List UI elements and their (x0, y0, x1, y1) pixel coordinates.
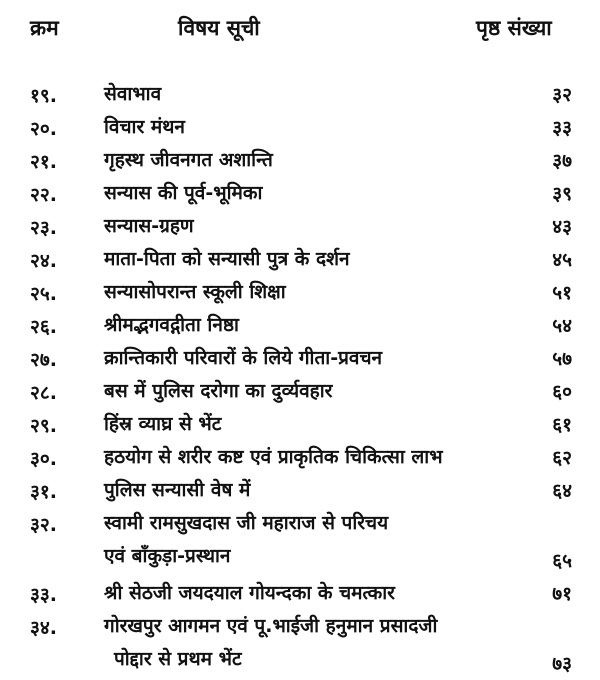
toc-entry-page: ६४ (552, 480, 572, 502)
toc-entry-title-line: एवं बाँकुड़ा-प्रस्थान (104, 545, 231, 567)
toc-entry-number: २६. (30, 316, 57, 338)
toc-entry-title (104, 144, 514, 177)
toc-entry (0, 408, 600, 441)
toc-entry-title-line: माता-पिता को सन्यासी पुत्र के दर्शन (104, 248, 350, 270)
toc-entry (0, 210, 600, 243)
toc-entry-title (104, 111, 514, 144)
toc-entry-title-line: गोरखपुर आगमन एवं पू.भाईजी हनुमान प्रसादजी (104, 615, 438, 637)
toc-entry-title-line: हिंस्र व्याघ्र से भेंट (104, 413, 222, 435)
toc-entry-page: ६१ (552, 414, 572, 436)
toc-entry-title-line: क्रान्तिकारी परिवारों के लिये गीता-प्रवचन (104, 347, 383, 369)
toc-entry-page: ४५ (552, 249, 572, 271)
toc-entry-title-line: सन्यासोपरान्त स्कूली शिक्षा (104, 281, 286, 303)
toc-entry-title-line: स्वामी रामसुखदास जी महाराज से परिचय (104, 512, 389, 534)
toc-entry (0, 276, 600, 309)
toc-entry-title-line: सन्यास की पूर्व-भूमिका (104, 182, 263, 204)
toc-entry-title (104, 507, 514, 573)
column-header-subject: विषय सूची (178, 16, 260, 40)
toc-entry-title-line: सन्यास-ग्रहण (104, 215, 194, 237)
toc-entry-title (104, 441, 514, 474)
toc-entry (0, 474, 600, 507)
toc-entry-page: ४३ (552, 216, 572, 238)
toc-entry-page: ५४ (552, 315, 572, 337)
toc-entry (0, 177, 600, 210)
toc-entry-number: २०. (30, 118, 57, 140)
toc-entry-number: ३१. (30, 481, 57, 503)
toc-entry-number: २८. (30, 382, 57, 404)
toc-entry (0, 111, 600, 144)
toc-entry (0, 243, 600, 276)
toc-entry-number: ३३. (30, 584, 57, 606)
toc-entry-page: ५७ (552, 348, 572, 370)
toc-entry-title (104, 375, 514, 408)
toc-entry-number: २२. (30, 184, 57, 206)
toc-entry-number: २७. (30, 349, 57, 371)
toc-entry-number: १९. (30, 85, 57, 107)
toc-entry (0, 78, 600, 111)
toc-entry-title-line: हठयोग से शरीर कष्ट एवं प्राकृतिक चिकित्सा लाभ (104, 446, 443, 468)
toc-entry-title (104, 210, 514, 243)
toc-entry (0, 507, 600, 577)
toc-entry (0, 144, 600, 177)
toc-entry-title (104, 78, 514, 111)
toc-entry-number: ३४. (30, 617, 57, 639)
toc-entry (0, 309, 600, 342)
toc-entry-number: २५. (30, 283, 57, 305)
toc-entry-page: ६५ (552, 550, 572, 572)
toc-list (0, 78, 600, 680)
toc-entry-number: २४. (30, 250, 57, 272)
toc-entry-number: ३०. (30, 448, 57, 470)
toc-entry-number: २९. (30, 415, 57, 437)
toc-entry-number: ३२. (30, 514, 57, 536)
toc-entry-title-line: विचार मंथन (104, 116, 185, 138)
toc-entry-title (104, 342, 514, 375)
toc-entry-title-line: सेवाभाव (104, 83, 162, 105)
toc-entry-page: ६० (552, 381, 572, 403)
toc-entry (0, 577, 600, 610)
column-header-page: पृष्ठ संख्या (476, 16, 552, 40)
toc-entry-title-line: पोद्दार से प्रथम भेंट (114, 648, 242, 670)
toc-entry-title-line: श्रीमद्भगवद्गीता निष्ठा (104, 314, 239, 336)
toc-entry-title (104, 408, 514, 441)
toc-entry-title (104, 276, 514, 309)
toc-entry-page: ३२ (552, 84, 572, 106)
toc-entry-title-line: श्री सेठजी जयदयाल गोयन्दका के चमत्कार (104, 582, 395, 604)
toc-entry-title-line: गृहस्थ जीवनगत अशान्ति (104, 149, 273, 171)
toc-entry (0, 441, 600, 474)
toc-entry-title (104, 577, 514, 610)
toc-entry-title (104, 177, 514, 210)
toc-entry-page: ६२ (552, 447, 572, 469)
toc-entry-page: ७३ (552, 653, 572, 675)
column-header-number: क्रम (30, 16, 59, 40)
toc-entry-page: ३३ (552, 117, 572, 139)
toc-entry-title (104, 309, 514, 342)
toc-entry-page: ५१ (552, 282, 572, 304)
toc-entry-page: ३९ (552, 183, 572, 205)
toc-entry-page: ७१ (552, 583, 572, 605)
toc-entry-title-line: पुलिस सन्यासी वेष में (104, 479, 251, 501)
toc-entry (0, 342, 600, 375)
toc-entry-title (104, 474, 514, 507)
toc-entry (0, 375, 600, 408)
toc-entry-title (104, 243, 514, 276)
toc-entry-page: ३७ (552, 150, 572, 172)
toc-entry (0, 610, 600, 680)
toc-entry-number: २३. (30, 217, 57, 239)
toc-entry-title-line: बस में पुलिस दरोगा का दुर्व्यवहार (104, 380, 333, 402)
toc-entry-number: २१. (30, 151, 57, 173)
toc-entry-title (104, 610, 514, 676)
